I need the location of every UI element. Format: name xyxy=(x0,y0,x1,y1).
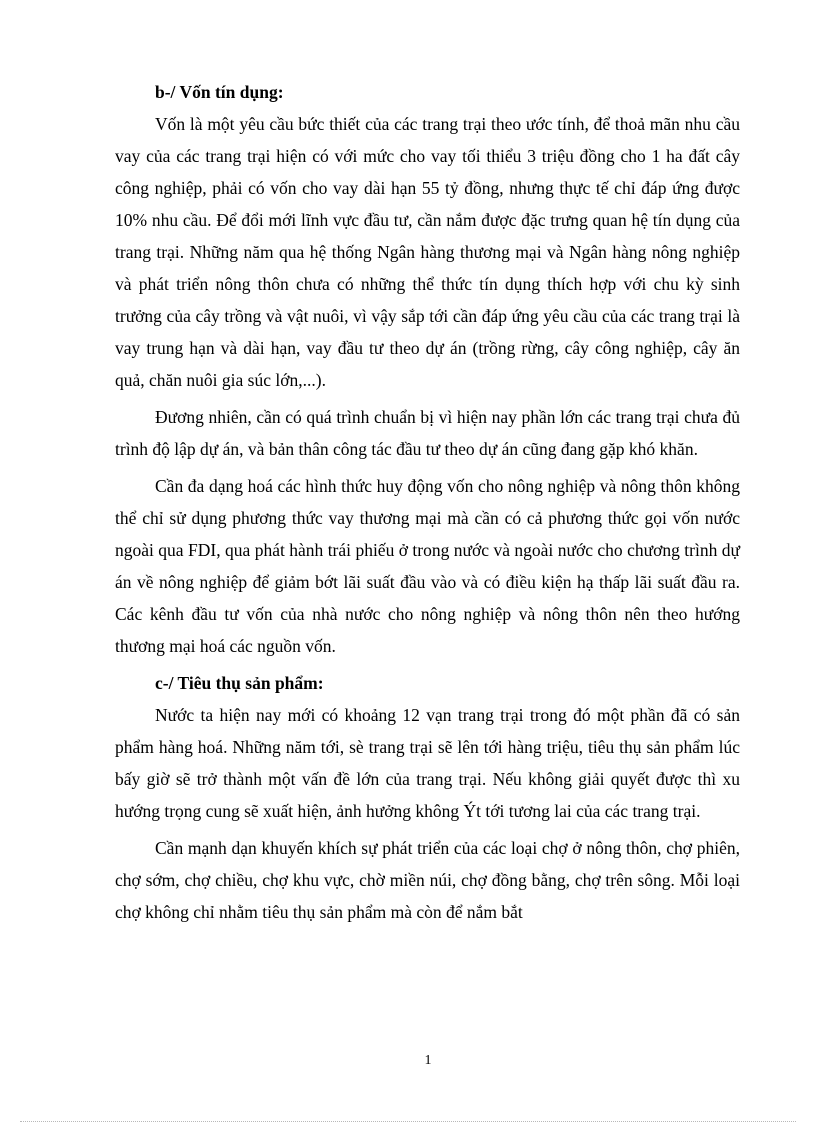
page-bottom-divider xyxy=(20,1121,796,1122)
paragraph-credit-needs: Vốn là một yêu cầu bức thiết của các trang trại theo ước tính, để thoả mãn nhu cầu vay của các trang trại hiện có với mức cho vay tối thiểu 3 triệu đồng cho 1 ha đất cây công nghiệp, phải có vốn cho vay dài hạn 55 tỷ đồng, nhưng thực tế chỉ đáp ứng được 10% nhu cầu. Để đổi mới lĩnh vực đầu tư, cần nắm được đặc trưng quan hệ tín dụng của trang trại. Những năm qua hệ thống Ngân hàng thương mại và Ngân hàng nông nghiệp và phát triển nông thôn chưa có những thể thức tín dụng thích hợp với chu kỳ sinh trưởng của cây trồng và vật nuôi, vì vậy sắp tới cần đáp ứng yêu cầu của các trang trại là vay trung hạn và dài hạn, vay đầu tư theo dự án (trồng rừng, cây công nghiệp, cây ăn quả, chăn nuôi gia súc lớn,...). xyxy=(115,114,740,390)
page-number: 1 xyxy=(424,1053,432,1068)
paragraph-preparation: Đương nhiên, cần có quá trình chuẩn bị vì hiện nay phần lớn các trang trại chưa đủ trình độ lập dự án, và bản thân công tác đầu tư theo dự án cũng đang gặp khó khăn. xyxy=(115,407,740,459)
section-heading-credit: b-/ Vốn tín dụng: xyxy=(155,82,284,102)
paragraph-diversify-funding: Cần đa dạng hoá các hình thức huy động vốn cho nông nghiệp và nông thôn không thể chỉ sử dụng phương thức vay thương mại mà cần có cả phương thức gọi vốn nước ngoài qua FDI, qua phát hành trái phiếu ở trong nước và ngoài nước cho chương trình dự án về nông nghiệp để giảm bớt lãi suất đầu vào và có điều kiện hạ thấp lãi suất đầu ra. Các kênh đầu tư vốn của nhà nước cho nông nghiệp và nông thôn nên theo hướng thương mại hoá các nguồn vốn. xyxy=(115,476,740,656)
paragraph-farm-products: Nước ta hiện nay mới có khoảng 12 vạn trang trại trong đó một phần đã có sản phẩm hàng hoá. Những năm tới, sè trang trại sẽ lên tới hàng triệu, tiêu thụ sản phẩm lúc bấy giờ sẽ trở thành một vấn đề lớn của trang trại. Nếu không giải quyết được thì xu hướng trọng cung sẽ xuất hiện, ảnh hưởng không Ýt tới tương lai của các trang trại. xyxy=(115,705,740,821)
document-body xyxy=(115,76,740,928)
section-heading-consumption: c-/ Tiêu thụ sản phẩm: xyxy=(155,673,324,693)
paragraph-markets: Cần mạnh dạn khuyến khích sự phát triển của các loại chợ ở nông thôn, chợ phiên, chợ sớm, chợ chiều, chợ khu vực, chờ miền núi, chợ đồng bằng, chợ trên sông. Mỗi loại chợ không chỉ nhằm tiêu thụ sản phẩm mà còn để nắm bắt xyxy=(115,838,740,922)
